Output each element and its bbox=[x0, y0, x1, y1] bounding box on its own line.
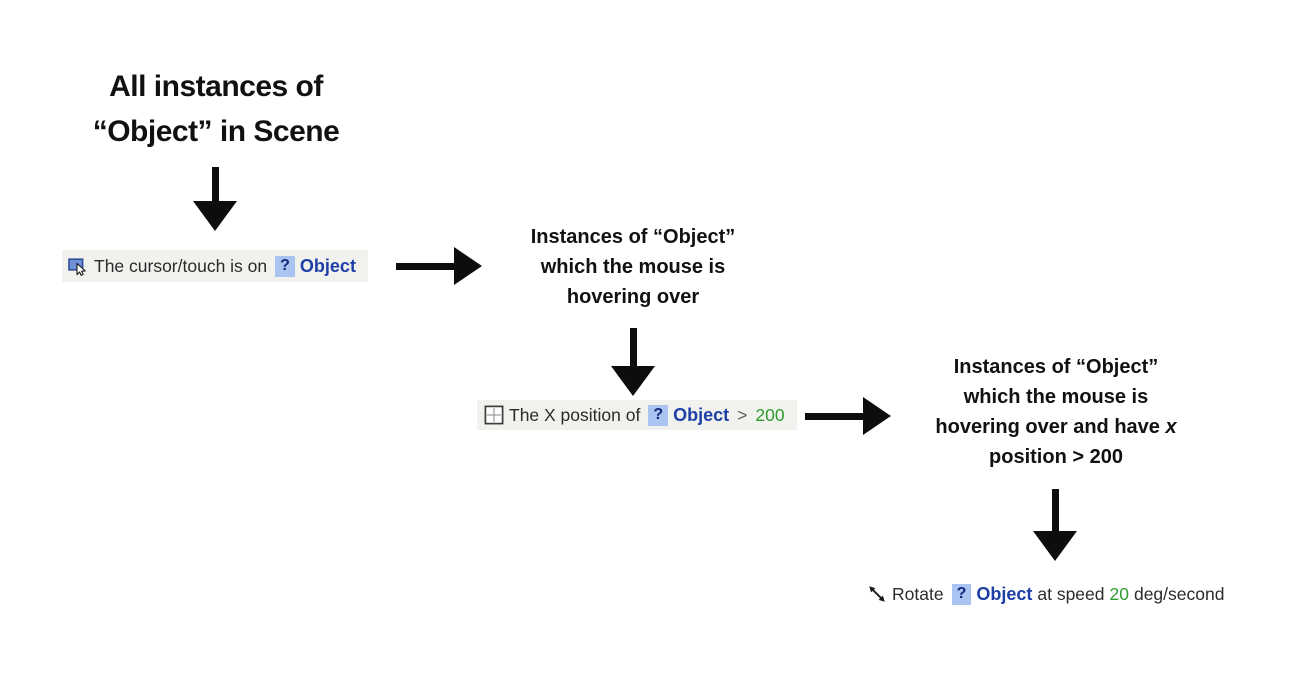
annotation-2-line-3: hovering over and have x bbox=[935, 416, 1177, 438]
annotation-hovering-instances bbox=[483, 222, 783, 312]
heading-line-1: All instances of bbox=[109, 70, 323, 103]
down-arrow-3 bbox=[1033, 489, 1077, 561]
annotation-filtered-instances bbox=[895, 352, 1217, 472]
comparison-operator: > bbox=[737, 404, 748, 425]
down-arrow-2 bbox=[611, 328, 655, 396]
condition-x-position[interactable] bbox=[477, 400, 797, 430]
annotation-2-line-4: position > 200 bbox=[989, 446, 1123, 468]
condition-cursor-on-object[interactable] bbox=[62, 250, 368, 282]
condition-1-text: The cursor/touch is on bbox=[94, 255, 268, 276]
object-name-label: Object bbox=[299, 255, 356, 276]
object-name-label: Object bbox=[673, 404, 730, 425]
cursor-on-object-icon bbox=[68, 256, 89, 277]
object-param-badge: ? bbox=[275, 256, 295, 277]
object-param-badge: ? bbox=[648, 405, 668, 426]
x-position-value: 200 bbox=[755, 404, 785, 425]
object-name-label: Object bbox=[976, 583, 1033, 604]
action-middle-text: at speed bbox=[1037, 583, 1105, 604]
heading-all-instances bbox=[60, 64, 372, 154]
annotation-1-line-3: hovering over bbox=[566, 286, 700, 308]
annotation-1-line-1: Instances of “Object” bbox=[530, 226, 736, 248]
annotation-2-line-2: which the mouse is bbox=[963, 386, 1149, 408]
condition-2-text: The X position of bbox=[509, 404, 641, 425]
down-arrow-1 bbox=[193, 167, 237, 231]
heading-line-2: “Object” in Scene bbox=[92, 115, 340, 148]
speed-value: 20 bbox=[1109, 583, 1129, 604]
position-icon bbox=[483, 405, 504, 426]
italic-x: x bbox=[1165, 416, 1177, 438]
action-verb: Rotate bbox=[892, 583, 944, 604]
annotation-1-line-2: which the mouse is bbox=[540, 256, 726, 278]
right-arrow-1 bbox=[396, 247, 482, 285]
object-param-badge: ? bbox=[952, 584, 972, 605]
right-arrow-2 bbox=[805, 397, 891, 435]
action-rotate-object[interactable] bbox=[866, 580, 1224, 608]
action-suffix-text: deg/second bbox=[1133, 583, 1225, 604]
annotation-2-line-1: Instances of “Object” bbox=[953, 356, 1159, 378]
rotate-icon bbox=[866, 584, 887, 605]
